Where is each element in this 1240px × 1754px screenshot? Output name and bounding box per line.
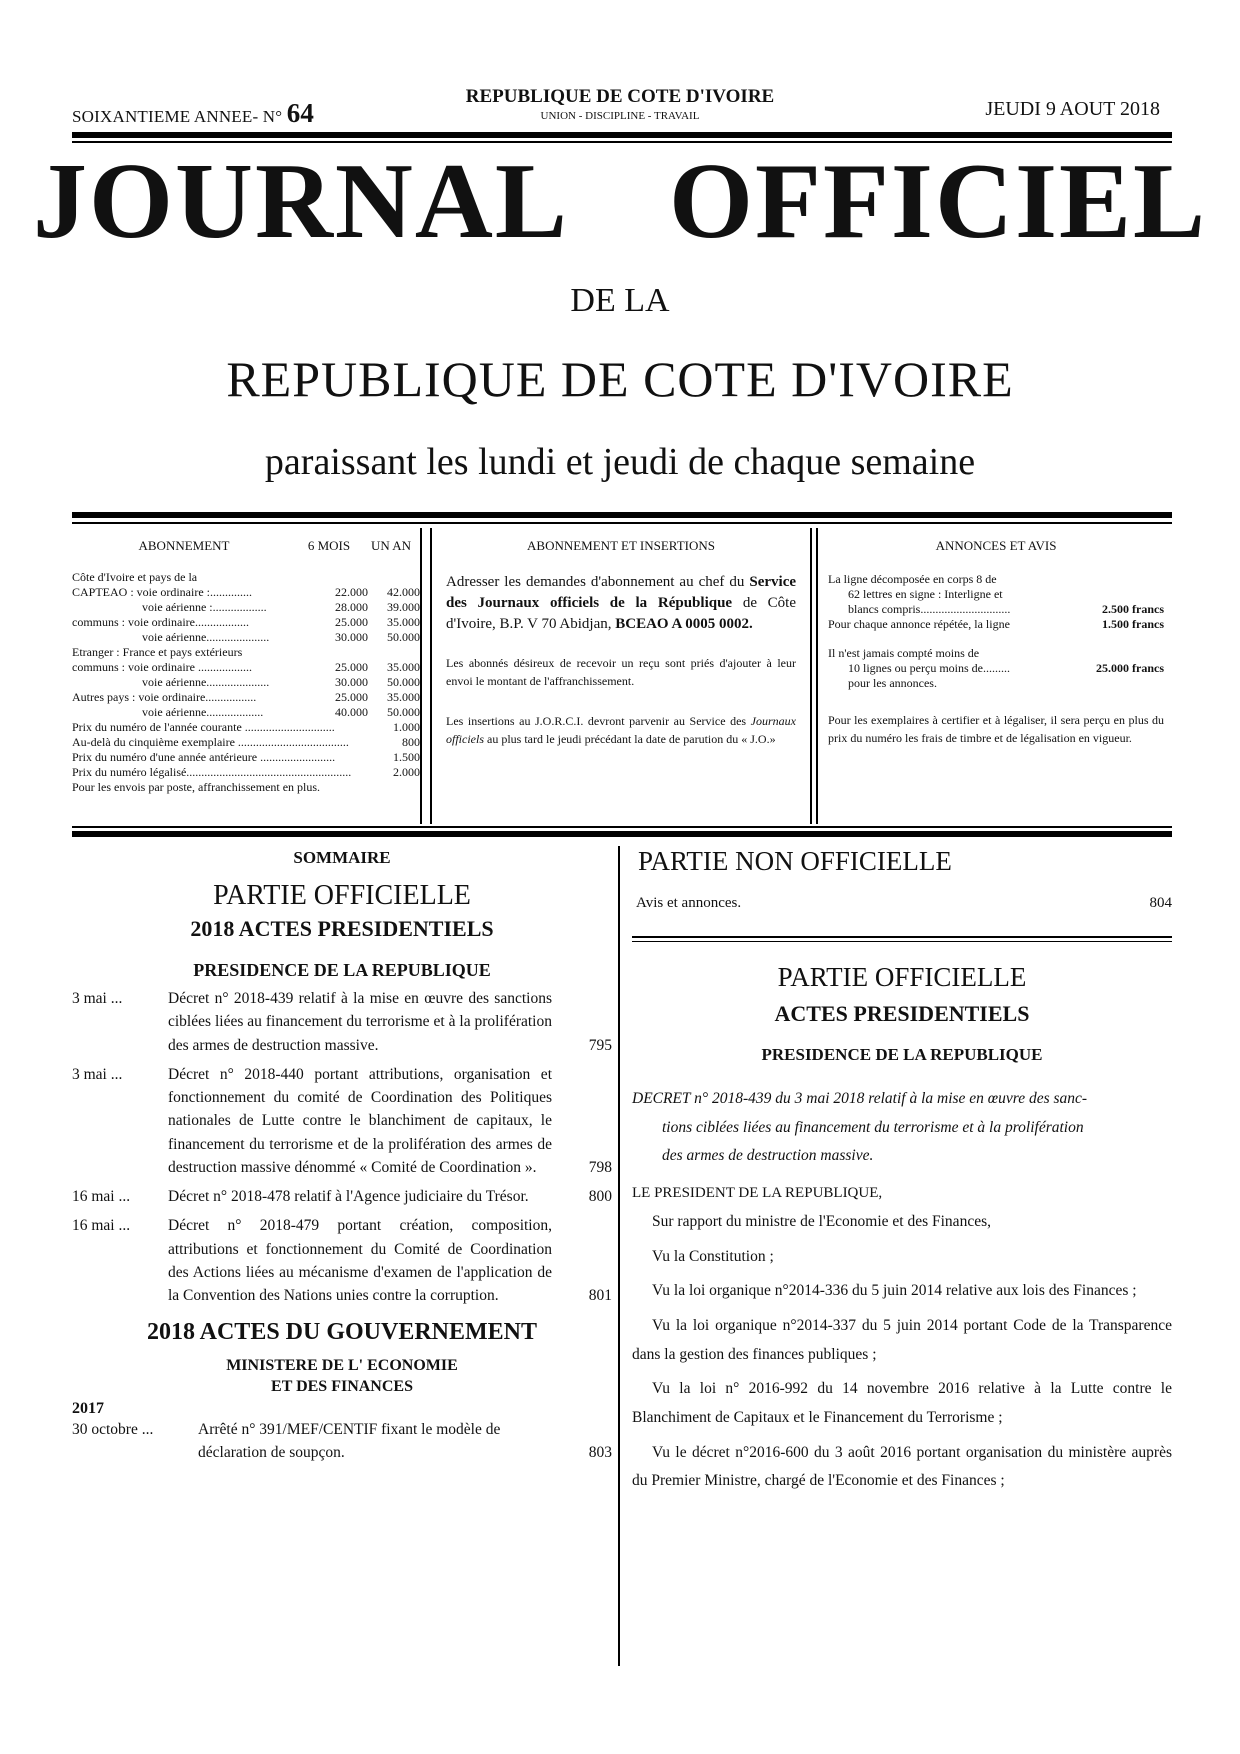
abonnement-row-label: voie aérienne..................... [142, 675, 270, 690]
insertions-address [432, 572, 810, 634]
abonnement-row-unan: 50.000 [387, 675, 420, 690]
country-name: REPUBLIQUE DE COTE D'IVOIRE [465, 86, 775, 107]
annonces-line [818, 587, 1174, 602]
insertions-receipt-note: Les abonnés désireux de recevoir un reçu sont priés d'ajouter à leur envoi le montant de l'affranchissement. [446, 656, 796, 689]
abonnement-row [72, 645, 420, 660]
masthead-word-journal: JOURNAL [32, 142, 569, 261]
column-divider [618, 846, 620, 1666]
abonnement-row-label: Autres pays : voie ordinaire................. [72, 690, 257, 705]
entry-page: 803 [588, 1444, 612, 1462]
price-value: 1.500 [393, 750, 420, 765]
deadline-part-1: Les insertions au J.O.R.C.I. devront parvenir au Service des [446, 714, 747, 729]
sommaire-entries [72, 987, 612, 1307]
sommaire-column [72, 848, 612, 1464]
presidence-heading: PRESIDENCE DE LA REPUBLIQUE [761, 1045, 1043, 1064]
abonnement-row [72, 690, 420, 705]
sommaire-partie-officielle: PARTIE OFFICIELLE [213, 880, 471, 911]
abonnement-row-unan: 39.000 [387, 600, 420, 615]
entry-text: Décret n° 2018-439 relatif à la mise en œuvre des sanctions ciblées liées au financement du terrorisme et à la prolifération des armes de destruction massive. [168, 990, 552, 1054]
price-value: 2.000 [393, 765, 420, 780]
abonnement-row [72, 675, 420, 690]
annonces-price: 25.000 francs [1096, 661, 1164, 676]
decret-line-2: tions ciblées liées au financement du terrorisme et à la prolifération [662, 1118, 1084, 1136]
boxes-bottom-rule-thin [72, 826, 1172, 828]
annonces-certification-note: Pour les exemplaires à certifier et à légaliser, il sera perçu en plus du prix du numéro les frais de timbre et de légalisation en vigueur. [828, 713, 1164, 746]
abonnement-row-unan: 35.000 [387, 690, 420, 705]
actes-presidentiels-heading: ACTES PRESIDENTIELS [774, 1001, 1030, 1026]
header-rule [72, 132, 1172, 138]
abonnement-row-unan [368, 645, 420, 660]
abonnement-note: Pour les envois par poste, affranchissement en plus. [72, 780, 321, 795]
annonces-box [816, 528, 1174, 824]
decret-title [632, 1085, 1172, 1171]
entry-date: 30 octobre ... [72, 1420, 154, 1438]
annonces-price: 1.500 francs [1102, 617, 1164, 632]
deadline-part-2: Journaux officiels [446, 714, 796, 747]
price-label: Prix du numéro d'une année antérieure ......................... [72, 750, 336, 765]
entry-date: 16 mai ... [72, 1217, 131, 1235]
sommaire-ministere [72, 1356, 612, 1398]
abonnement-title: ABONNEMENT [138, 538, 230, 553]
avis-label: Avis et annonces. [636, 895, 742, 911]
price-row [72, 765, 420, 780]
entry-page: 800 [588, 1188, 612, 1205]
entry-text: Arrêté n° 391/MEF/CENTIF fixant le modèle de déclaration de soupçon. [198, 1420, 501, 1462]
abonnement-row [72, 705, 420, 720]
abonnement-row-unan: 35.000 [387, 660, 420, 675]
address-line-1: Adresser les demandes d'abonnement au chef du [446, 574, 745, 591]
entry-text: Décret n° 2018-440 portant attributions, organisation et fonctionnement du comité de Coordination des Politiques nationales de Lutte contre le blanchiment de capitaux, le financement du terrorisme et de la prolifération des armes de destruction massive dénommé « Comité de Coordination ». [168, 1065, 552, 1176]
decret-paragraph: Vu la loi n° 2016-992 du 14 novembre 2016 relative à la Lutte contre le Blanchiment de Capitaux et le Financement du Terrorisme ; [632, 1380, 1172, 1427]
masthead-title [0, 142, 1240, 261]
abonnement-row-label: voie aérienne :.................. [142, 600, 267, 615]
abonnement-row-unan: 50.000 [387, 705, 420, 720]
sommaire-entry [72, 1185, 612, 1208]
price-value: 1.000 [393, 720, 420, 735]
abonnement-intro: Côte d'Ivoire et pays de la [72, 570, 198, 585]
abonnement-row-label: voie aérienne..................... [142, 630, 270, 645]
avis-annonces-row [632, 895, 1172, 912]
abonnement-row [72, 660, 420, 675]
decret-paragraphs [632, 1208, 1172, 1496]
abonnement-header [72, 538, 420, 554]
entry-date: 3 mai ... [72, 1065, 123, 1083]
abonnement-prices [72, 720, 420, 780]
price-label: Prix du numéro de l'année courante .............................. [72, 720, 335, 735]
annonces-line [818, 676, 1174, 691]
abonnement-row-6mois: 30.000 [335, 675, 368, 690]
abonnement-row [72, 615, 420, 630]
annonces-text: 62 lettres en signe : Interligne et [848, 587, 1003, 602]
decret-line-1: DECRET n° 2018-439 du 3 mai 2018 relatif à la mise en œuvre des sanc- [632, 1090, 1088, 1107]
masthead-de-la: DE LA [570, 282, 670, 319]
annonces-text: Pour chaque annonce répétée, la ligne [828, 617, 1010, 632]
entry-page: 801 [588, 1287, 612, 1304]
partie-officielle-heading: PARTIE OFFICIELLE [777, 962, 1027, 992]
boxes-top-rule [72, 512, 1172, 518]
price-row [72, 750, 420, 765]
col-unan: UN AN [370, 538, 412, 553]
abonnement-box [72, 528, 422, 824]
annonces-line [818, 602, 1174, 617]
main-column [632, 846, 1172, 1496]
abonnement-row [72, 600, 420, 615]
price-label: Prix du numéro légalisé....................................................... [72, 765, 352, 780]
abonnement-row-unan: 42.000 [387, 585, 420, 600]
annonces-title: ANNONCES ET AVIS [935, 538, 1057, 553]
boxes-top-rule-thin [72, 522, 1172, 524]
abonnement-row-label: voie aérienne................... [142, 705, 264, 720]
abonnement-row [72, 585, 420, 600]
le-president: LE PRESIDENT DE LA REPUBLIQUE, [632, 1185, 883, 1202]
entry-date: 16 mai ... [72, 1188, 131, 1205]
annonces-line [818, 572, 1174, 587]
abonnement-row-unan: 50.000 [387, 630, 420, 645]
masthead-tagline: paraissant les lundi et jeudi de chaque semaine [264, 441, 976, 483]
partie-non-officielle: PARTIE NON OFFICIELLE [638, 846, 952, 876]
insertions-deadline-note [432, 712, 810, 748]
ministere-line-2: ET DES FINANCES [271, 1378, 413, 1396]
motto: UNION - DISCIPLINE - TRAVAIL [540, 110, 700, 122]
annonces-line [818, 646, 1174, 661]
right-rule-thin [632, 941, 1172, 942]
annonces-text: La ligne décomposée en corps 8 de [828, 572, 997, 587]
sommaire-entry [72, 1063, 612, 1179]
abonnement-row-6mois: 30.000 [335, 630, 368, 645]
issue-number: 64 [286, 98, 315, 128]
entry-page: 795 [588, 1036, 612, 1054]
entry-text: Décret n° 2018-478 relatif à l'Agence judiciaire du Trésor. [168, 1188, 529, 1205]
sommaire-entry [72, 1214, 612, 1307]
price-row [72, 720, 420, 735]
issue-date: JEUDI 9 AOUT 2018 [985, 98, 1160, 120]
deadline-part-3: au plus tard le jeudi précédant la date de parution du « J.O.» [487, 732, 776, 747]
decret-paragraph: Sur rapport du ministre de l'Economie et des Finances, [652, 1213, 991, 1231]
abonnement-row-label: communs : voie ordinaire .................. [72, 660, 252, 675]
sommaire-actes-gouvernement: 2018 ACTES DU GOUVERNEMENT [146, 1319, 538, 1346]
sommaire-title: SOMMAIRE [293, 848, 391, 867]
abonnement-row-6mois: 22.000 [335, 585, 368, 600]
annonces-price: 2.500 francs [1102, 602, 1164, 617]
entry-text: Décret n° 2018-479 portant création, composition, attributions et fonctionnement du Comité de Coordination des Actions liées au mécanisme d'examen de l'application de la Convention des Nations unies contre la corruption. [168, 1217, 552, 1304]
sommaire-presidence: PRESIDENCE DE LA REPUBLIQUE [193, 960, 491, 980]
abonnement-row-label: communs : voie ordinaire.................. [72, 615, 249, 630]
right-rule [632, 936, 1172, 938]
decret-paragraph: Vu la loi organique n°2014-336 du 5 juin 2014 relative aux lois des Finances ; [652, 1282, 1137, 1300]
sommaire-entry [72, 987, 612, 1057]
abonnement-row-label: Etranger : France et pays extérieurs [72, 645, 243, 660]
abonnement-row-unan: 35.000 [387, 615, 420, 630]
price-row [72, 735, 420, 750]
decret-paragraph: Vu la loi organique n°2014-337 du 5 juin 2014 portant Code de la Transparence dans la gestion des finances publiques ; [632, 1317, 1172, 1363]
annonces-text: Il n'est jamais compté moins de [828, 646, 980, 661]
price-label: Au-delà du cinquième exemplaire ..................................... [72, 735, 349, 750]
abonnement-row-6mois: 25.000 [335, 615, 368, 630]
masthead-word-officiel: OFFICIEL [668, 142, 1208, 261]
abonnement-row-6mois: 25.000 [335, 660, 368, 675]
annonces-line [818, 617, 1174, 632]
address-line-3: de Côte d'Ivoire, B.P. V 70 Abidjan, [446, 594, 797, 632]
avis-page: 804 [1149, 895, 1172, 911]
abonnement-row-6mois: 40.000 [335, 705, 368, 720]
annonces-text: blancs compris.............................. [848, 602, 1011, 617]
address-line-4: BCEAO A 0005 0002. [615, 615, 753, 632]
abonnement-row-label: CAPTEAO : voie ordinaire :.............. [72, 585, 252, 600]
sommaire-actes-presidentiels: 2018 ACTES PRESIDENTIELS [190, 916, 494, 941]
abonnement-row-6mois: 25.000 [335, 690, 368, 705]
boxes-bottom-rule [72, 831, 1172, 837]
col-6mois: 6 MOIS [307, 538, 351, 553]
insertions-title: ABONNEMENT ET INSERTIONS [527, 538, 715, 553]
price-value: 800 [402, 735, 420, 750]
insertions-box [430, 528, 812, 824]
abonnement-row-6mois: 28.000 [335, 600, 368, 615]
abonnement-row-6mois [318, 645, 368, 660]
annonces-text: 10 lignes ou perçu moins de......... [848, 661, 1010, 676]
abonnement-row [72, 630, 420, 645]
decret-paragraph: Vu le décret n°2016-600 du 3 août 2016 portant organisation du ministère auprès du Premier Ministre, chargé de l'Economie et des Finances ; [632, 1443, 1172, 1490]
decret-paragraph: Vu la Constitution ; [652, 1247, 774, 1265]
sommaire-year: 2017 [72, 1399, 104, 1417]
edition-label: SOIXANTIEME ANNEE- N° [72, 107, 283, 126]
address-line-2: Service des Journaux officiels de la République [446, 574, 797, 611]
ministere-line-1: MINISTERE DE L' ECONOMIE [226, 1357, 458, 1375]
entry-date: 3 mai ... [72, 990, 123, 1007]
entry-page: 798 [588, 1158, 612, 1176]
sommaire-gouv-entry [72, 1418, 612, 1465]
abonnement-rows [72, 585, 420, 720]
annonces-line [818, 661, 1174, 676]
decret-line-3: des armes de destruction massive. [662, 1147, 874, 1165]
masthead-republique: REPUBLIQUE DE COTE D'IVOIRE [226, 351, 1014, 407]
annonces-text: pour les annonces. [848, 676, 937, 691]
